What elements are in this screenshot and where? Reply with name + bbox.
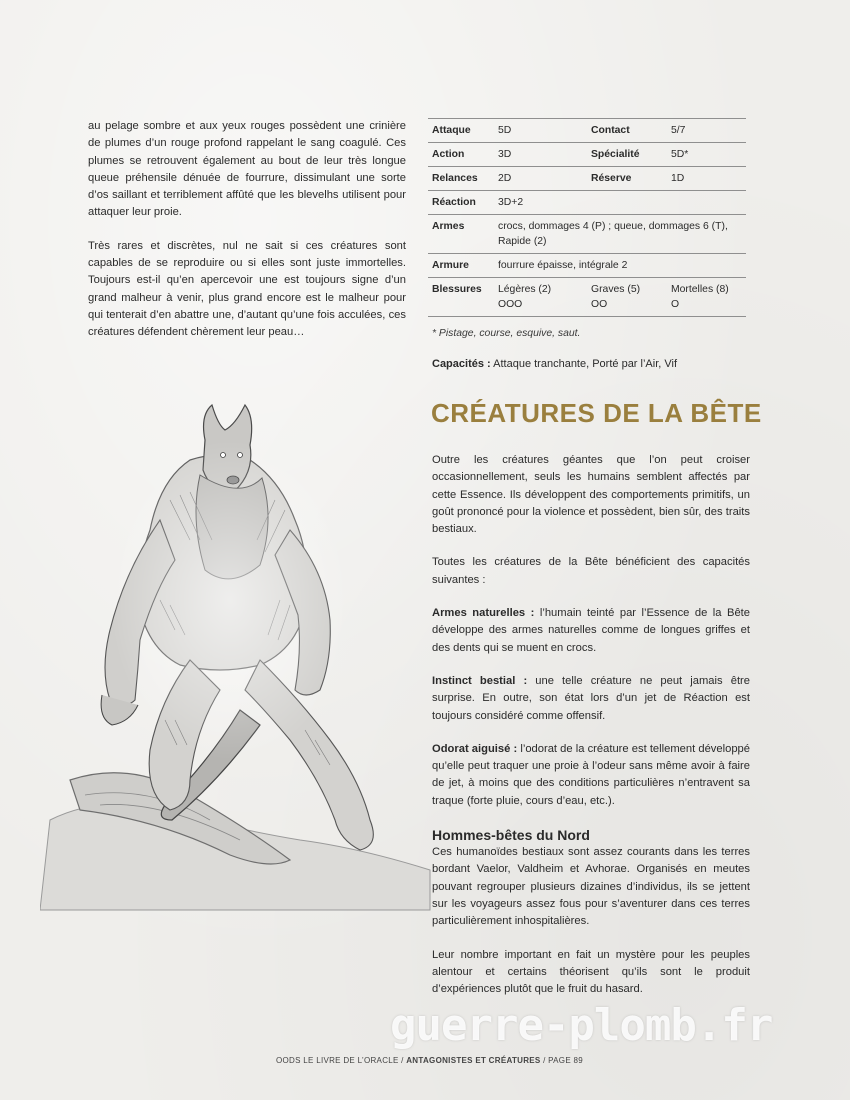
ability-paragraph [432, 673, 750, 725]
stat-value: 3D+2 [494, 191, 746, 215]
stat-label: Action [428, 143, 494, 167]
ability-text: une telle créature ne peut jamais être surprise. En outre, son état lors d’un jet de Réaction est toujours considéré comme offensif. [432, 674, 750, 722]
ability-text: l’odorat de la créature est tellement développé qu’elle peut traquer une proie à l’odeur sans même avoir à faire de jet, à moins que des conditions particulières n’entravent sa traque (forte pluie, cours d’eau, etc.). [432, 742, 750, 807]
left-column-text [88, 118, 406, 358]
wound-mortelles [667, 278, 746, 317]
stat-label: Armes [428, 215, 494, 254]
capacites-label: Capacités : [432, 358, 491, 370]
page-footer [276, 1056, 583, 1065]
footer-book: OODS LE LIVRE DE L’ORACLE / [276, 1056, 407, 1065]
stat-value: 5/7 [667, 119, 746, 143]
paragraph: Toutes les créatures de la Bête bénéficient des capacités suivantes : [432, 556, 750, 586]
ability-paragraph [432, 741, 750, 810]
table-row [428, 119, 746, 143]
wound-legeres [494, 278, 587, 317]
ability-label: Odorat aiguisé : [432, 742, 518, 755]
ability-label: Instinct bestial : [432, 674, 528, 687]
stat-value: 1D [667, 167, 746, 191]
wound-label: Légères (2) [498, 284, 552, 295]
ability-paragraph [432, 605, 750, 657]
stat-footnote: * Pistage, course, esquive, saut. [432, 328, 581, 339]
stat-label: Spécialité [587, 143, 667, 167]
table-row [428, 278, 746, 317]
stat-value: crocs, dommages 4 (P) ; queue, dommages 6 (T), Rapide (2) [494, 215, 746, 254]
stat-label: Attaque [428, 119, 494, 143]
wound-label: Mortelles (8) [671, 284, 729, 295]
stat-label: Blessures [428, 278, 494, 317]
section-title: CRÉATURES DE LA BÊTE [431, 398, 762, 428]
ability-text: l’humain teinté par l’Essence de la Bête développe des armes naturelles comme de longues griffes et des dents qui se muent en crocs. [432, 607, 750, 654]
paragraph: Outre les créatures géantes que l’on peut croiser occasionnellement, seuls les humains semblent affectés par cette Essence. Ils développent des comportements primitifs, un goût prononcé pour la violence et possèdent, bien sûr, des traits bestiaux. [432, 454, 750, 536]
footer-section: ANTAGONISTES ET CRÉATURES [406, 1056, 541, 1065]
table-row [428, 191, 746, 215]
paragraph: Ces humanoïdes bestiaux sont assez courants dans les terres bordant Vaelor, Valdheim et Avhorae. Organisés en meutes pouvant regrouper plusieurs dizaines d’individus, ils se jettent sur les voyageurs assez fous pour s’aventurer dans ces terres particulièrement inhospitalières. [432, 846, 750, 928]
stat-label: Armure [428, 254, 494, 278]
stat-value: 3D [494, 143, 587, 167]
footer-page: / PAGE 89 [540, 1056, 583, 1065]
table-row [428, 215, 746, 254]
wound-graves [587, 278, 667, 317]
wound-label: Graves (5) [591, 284, 641, 295]
stat-value: 5D [494, 119, 587, 143]
table-row [428, 254, 746, 278]
table-row [428, 143, 746, 167]
stat-label: Réaction [428, 191, 494, 215]
stat-label: Relances [428, 167, 494, 191]
wound-boxes: OOO [498, 299, 523, 310]
stat-label: Réserve [587, 167, 667, 191]
right-column-text [432, 452, 750, 1014]
paragraph: au pelage sombre et aux yeux rouges possèdent une crinière de plumes d’un rouge profond rappelant le sang coagulé. Ces plumes se retrouvent également au bout de leur très longue queue préhensile dénuée de fourrure, dissimulant une sorte d’os saillant et terriblement affûté que les blevelhs utilisent pour attaquer leur proie. [88, 120, 406, 219]
beastman-illustration [40, 400, 435, 920]
subheading: Hommes-bêtes du Nord [432, 827, 590, 844]
wound-boxes: O [671, 299, 680, 310]
capacites-value: Attaque tranchante, Porté par l’Air, Vif [490, 358, 677, 370]
table-row [428, 167, 746, 191]
ability-label: Armes naturelles : [432, 607, 535, 620]
wound-boxes: OO [591, 299, 608, 310]
stat-value: 2D [494, 167, 587, 191]
stat-value: fourrure épaisse, intégrale 2 [494, 254, 746, 278]
watermark: guerre-plomb.fr [390, 1000, 773, 1051]
paragraph: Très rares et discrètes, nul ne sait si ces créatures sont capables de se reproduire ou si elles sont juste immortelles. Toujours est-il qu’en apercevoir une est toujours signe d’un grand malheur à venir, plus grand encore est le malheur pour qui tenterait d’en abattre une, d’autant qu’une fois acculées, ces créatures défendent chèrement leur peau… [88, 239, 406, 339]
capacites-line [432, 358, 750, 370]
stat-value: 5D* [667, 143, 746, 167]
stat-block-table [428, 118, 746, 317]
paragraph: Leur nombre important en fait un mystère pour les peuples alentour et certains théorisent qu’ils sont le produit d’expériences plutôt que le fruit du hasard. [432, 948, 750, 996]
stat-label: Contact [587, 119, 667, 143]
